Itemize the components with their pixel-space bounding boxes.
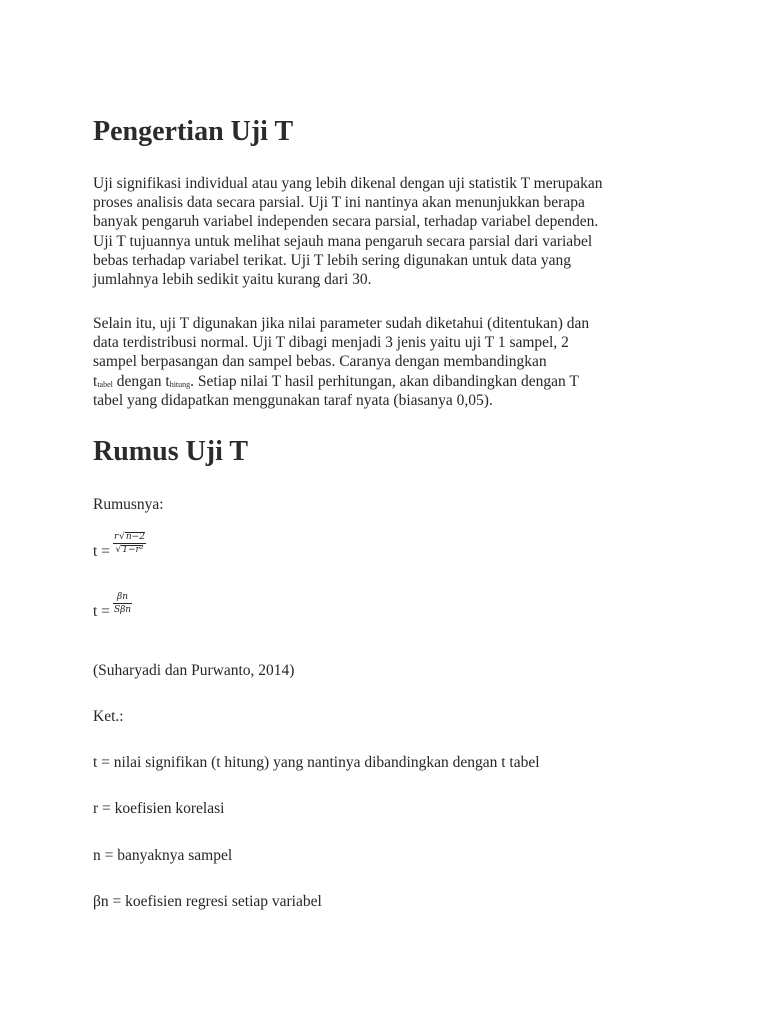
paragraph-line: data terdistribusi normal. Uji T dibagi menjadi 3 jenis yaitu uji T 1 sampel, 2 [93,334,569,352]
connector-text: dengan t [112,372,170,390]
t-symbol: t [93,372,98,390]
section-title-pengertian: Pengertian Uji T [93,116,294,147]
section-title-rumus: Rumus Uji T [93,436,249,467]
formula-t-correlation [93,532,146,561]
fraction-denominator: Sβn [113,605,132,615]
fraction-bar [113,543,146,544]
subscript-tabel: tabel [97,379,113,389]
fraction [113,592,132,615]
r-symbol: r [113,532,119,542]
line-rest: . Setiap nilai T hasil perhitungan, akan dibandingkan dengan T [190,372,579,390]
formula-lhs: t = [93,543,110,560]
paragraph-line: tabel yang didapatkan menggunakan taraf nyata (biasanya 0,05). [93,391,493,409]
paragraph-line-with-subscripts [93,372,673,391]
definition-r: r = koefisien korelasi [93,800,225,817]
fraction-numerator: βn [117,592,129,602]
definition-n: n = banyaknya sampel [93,847,233,864]
paragraph-line: proses analisis data secara parsial. Uji T ini nantinya akan menunjukkan berapa [93,194,585,212]
sqrt-1-minus-r2: 1−r² [122,545,144,555]
rumusnya-label: Rumusnya: [93,496,164,513]
paragraph-line: Uji signifikasi individual atau yang lebih dikenal dengan uji statistik T merupakan [93,175,603,192]
citation: (Suharyadi dan Purwanto, 2014) [93,662,295,679]
definition-beta-n: βn = koefisien regresi setiap variabel [93,893,322,910]
paragraph-line: bebas terhadap variabel terikat. Uji T lebih sering digunakan untuk data yang [93,251,572,269]
paragraph-usage [93,314,673,410]
fraction-numerator: r √n−2 [113,532,145,542]
sqrt-n-minus-2: n−2 [125,532,145,542]
fraction-denominator: √1−r² [115,545,144,555]
paragraph-line: sampel berpasangan dan sampel bebas. Caranya dengan membandingkan [93,353,547,371]
ket-label: Ket.: [93,708,124,725]
definition-t: t = nilai signifikan (t hitung) yang nantinya dibandingkan dengan t tabel [93,754,540,771]
subscript-hitung: hitung [169,379,191,389]
fraction-bar [113,603,132,604]
paragraph-line: banyak pengaruh variabel independen secara parsial, terhadap variabel dependen. [93,213,599,231]
formula-lhs: t = [93,603,110,620]
paragraph-line: Uji T tujuannya untuk melihat sejauh mana pengaruh secara parsial dari variabel [93,232,593,250]
paragraph-line: jumlahnya lebih sedikit yaitu kurang dari 30. [93,271,372,289]
paragraph-line: Selain itu, uji T digunakan jika nilai parameter sudah diketahui (ditentukan) dan [93,315,590,332]
formula-t-regression [93,592,132,621]
paragraph-definition [93,174,673,289]
fraction [113,532,146,555]
